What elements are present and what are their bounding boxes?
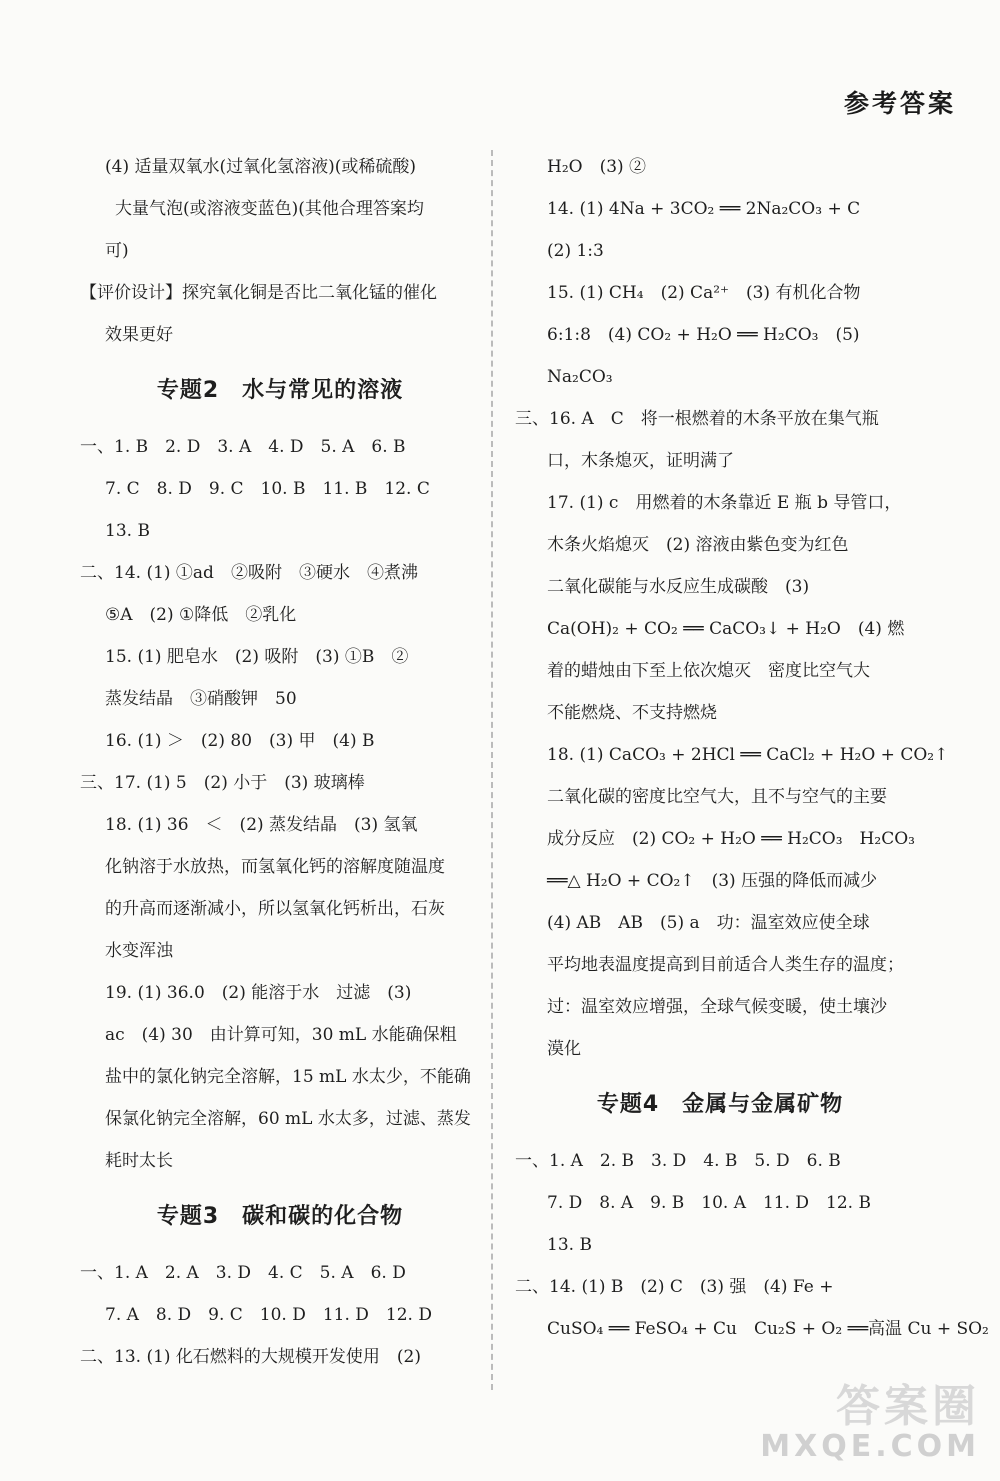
answer-line: 可): [105, 241, 129, 261]
section-heading: 专题4 金属与金属矿物: [596, 1092, 844, 1117]
answer-line: 的升高而逐渐减小，所以氢氧化钙析出，石灰: [105, 899, 445, 919]
section-heading: 专题2 水与常见的溶液: [156, 378, 404, 403]
answer-line: 18. (1) 36 ＜ (2) 蒸发结晶 (3) 氢氧: [105, 815, 418, 835]
answer-line: 15. (1) 肥皂水 (2) 吸附 (3) ①B ②: [105, 647, 409, 667]
answer-line: 16. (1) ＞ (2) 80 (3) 甲 (4) B: [105, 731, 375, 751]
answer-line: ⑤A (2) ①降低 ②乳化: [105, 605, 297, 625]
answer-line: 19. (1) 36.0 (2) 能溶于水 过滤 (3): [105, 983, 412, 1003]
column-divider: [491, 150, 493, 1390]
answer-line: 17. (1) c 用燃着的木条靠近 E 瓶 b 导管口，: [547, 493, 902, 513]
answer-line: 木条火焰熄灭 (2) 溶液由紫色变为红色: [547, 535, 849, 555]
answer-line: 一、1. A 2. B 3. D 4. B 5. D 6. B: [515, 1151, 841, 1171]
watermark-logo: [760, 1383, 980, 1463]
answer-line: (4) AB AB (5) a 功：温室效应使全球: [547, 913, 870, 933]
answer-line: 平均地表温度提高到目前适合人类生存的温度；: [547, 955, 904, 975]
answer-line: 一、1. A 2. A 3. D 4. C 5. A 6. D: [80, 1263, 406, 1283]
answer-line: 13. B: [547, 1235, 592, 1255]
answer-line: 二、13. (1) 化石燃料的大规模开发使用 (2): [80, 1347, 422, 1367]
answer-line: 6:1:8 (4) CO₂ + H₂O ══ H₂CO₃ (5): [547, 325, 860, 345]
answer-line: ac (4) 30 由计算可知，30 mL 水能确保粗: [105, 1025, 457, 1045]
answer-line: 二、14. (1) ①ad ②吸附 ③硬水 ④煮沸: [80, 563, 418, 583]
answer-line: 一、1. B 2. D 3. A 4. D 5. A 6. B: [80, 437, 406, 457]
answer-line: Ca(OH)₂ + CO₂ ══ CaCO₃↓ + H₂O (4) 燃: [547, 619, 905, 639]
left-column: [80, 146, 480, 1378]
answer-line: 15. (1) CH₄ (2) Ca²⁺ (3) 有机化合物: [547, 283, 861, 303]
answer-line: 【评价设计】探究氧化铜是否比二氧化锰的催化: [80, 283, 437, 303]
answer-line: 二氧化碳能与水反应生成碳酸 (3): [547, 577, 810, 597]
answer-line: CuSO₄ ══ FeSO₄ + Cu Cu₂S + O₂ ══高温 Cu + SO₂: [547, 1319, 989, 1339]
answer-line: 着的蜡烛由下至上依次熄灭 密度比空气大: [547, 661, 870, 681]
answer-line: 化钠溶于水放热，而氢氧化钙的溶解度随温度: [105, 857, 445, 877]
answer-line: Na₂CO₃: [547, 367, 613, 387]
answer-line: 过：温室效应增强，全球气候变暖，使土壤沙: [547, 997, 887, 1017]
answer-line: (2) 1:3: [547, 241, 604, 261]
answer-line: 13. B: [105, 521, 150, 541]
answer-line: H₂O (3) ②: [547, 157, 647, 177]
answer-line: 7. D 8. A 9. B 10. A 11. D 12. B: [547, 1193, 871, 1213]
answer-line: 18. (1) CaCO₃ + 2HCl ══ CaCl₂ + H₂O + CO₂↑: [547, 745, 949, 765]
answer-line: 二、14. (1) B (2) C (3) 强 (4) Fe +: [515, 1277, 834, 1297]
answer-line: 7. A 8. D 9. C 10. D 11. D 12. D: [105, 1305, 432, 1325]
answer-line: 三、17. (1) 5 (2) 小于 (3) 玻璃棒: [80, 773, 365, 793]
answer-line: 效果更好: [105, 325, 173, 345]
section-heading: 专题3 碳和碳的化合物: [156, 1204, 404, 1229]
answer-line: 口，木条熄灭，证明满了: [547, 451, 734, 471]
answer-line: 水变浑浊: [105, 941, 173, 961]
answer-line: 保氯化钠完全溶解，60 mL 水太多，过滤、蒸发: [105, 1109, 471, 1129]
page-header-title: 参考答案: [843, 89, 956, 118]
answer-line: 漠化: [547, 1039, 581, 1059]
watermark-text: 答案圈: [836, 1381, 980, 1432]
answer-line: 蒸发结晶 ③硝酸钾 50: [105, 689, 297, 709]
watermark-url: MXQE.COM: [760, 1429, 980, 1464]
answer-line: 7. C 8. D 9. C 10. B 11. B 12. C: [105, 479, 430, 499]
answer-line: 不能燃烧、不支持燃烧: [547, 703, 717, 723]
answer-line: 盐中的氯化钠完全溶解，15 mL 水太少，不能确: [105, 1067, 471, 1087]
answer-line: 14. (1) 4Na + 3CO₂ ══ 2Na₂CO₃ + C: [547, 199, 861, 219]
answer-line: 大量气泡(或溶液变蓝色)(其他合理答案均: [115, 199, 424, 219]
answer-line: 二氧化碳的密度比空气大，且不与空气的主要: [547, 787, 887, 807]
answer-line: (4) 适量双氧水(过氧化氢溶液)(或稀硫酸): [105, 157, 417, 177]
answer-line: ══△ H₂O + CO₂↑ (3) 压强的降低而减少: [547, 871, 878, 891]
answer-line: 成分反应 (2) CO₂ + H₂O ══ H₂CO₃ H₂CO₃: [547, 829, 915, 849]
answer-line: 三、16. A C 将一根燃着的木条平放在集气瓶: [515, 409, 879, 429]
right-column: [515, 146, 989, 1350]
answer-line: 耗时太长: [105, 1151, 173, 1171]
